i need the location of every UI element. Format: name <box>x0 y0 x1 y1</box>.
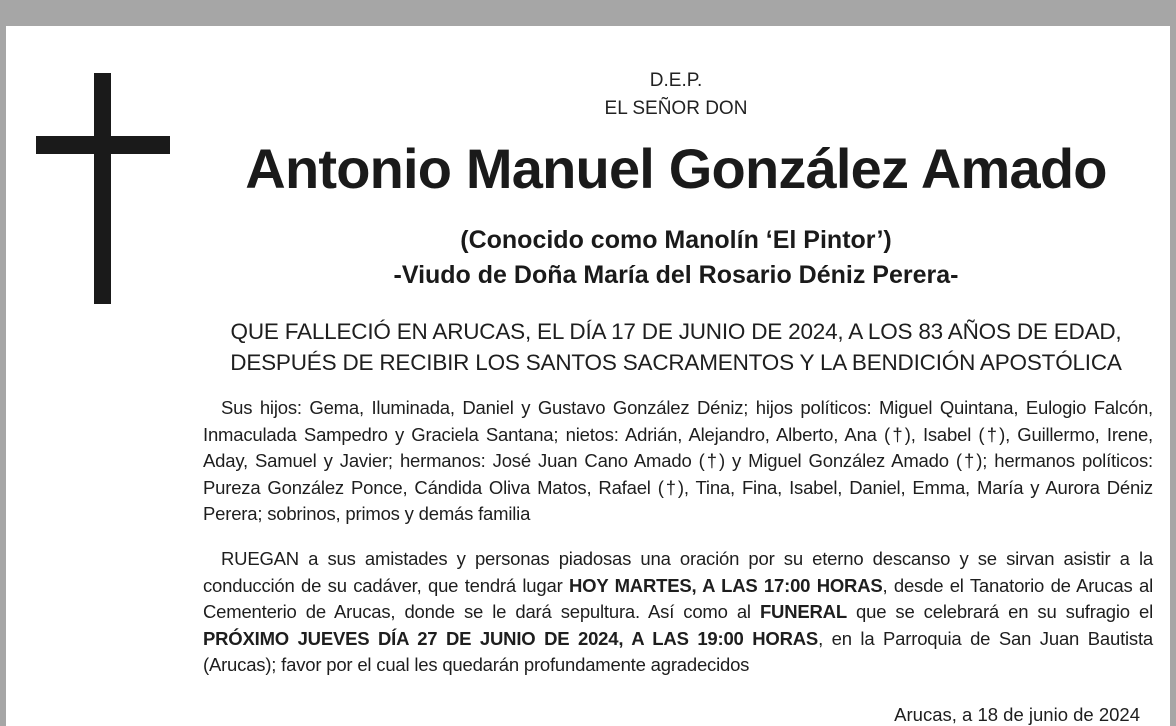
death-statement-line-2: DESPUÉS DE RECIBIR LOS SANTOS SACRAMENTOS Y LA BENDICIÓN APOSTÓLICA <box>230 350 1122 375</box>
cross-icon-bar <box>36 136 170 154</box>
widow-of: -Viudo de Doña María del Rosario Déniz Perera- <box>393 261 959 289</box>
ceremony-text-3: que se celebrará en su sufragio el <box>846 601 1153 622</box>
ceremony-text-4: , en la Parroquia de San Juan Bautista (Arucas); favor por el cual les quedarán profundamente agradecidos <box>203 627 1153 675</box>
ceremony-paragraph <box>203 546 1153 679</box>
known-as: (Conocido como Manolín ‘El Pintor’) <box>460 226 892 254</box>
ceremony-text-2: , desde el Tanatorio de Arucas al Cementerio de Arucas, donde se le dará sepultura. Así como al <box>203 574 1153 622</box>
death-statement <box>186 316 1166 378</box>
death-statement-line-1: QUE FALLECIÓ EN ARUCAS, EL DÍA 17 DE JUNIO DE 2024, A LOS 83 AÑOS DE EDAD, <box>230 319 1122 344</box>
conduction-time: HOY MARTES, A LAS 17:00 HORAS <box>568 574 883 596</box>
cross-icon <box>94 73 111 304</box>
funeral-date: PRÓXIMO JUEVES DÍA 27 DE JUNIO DE 2024, A LAS 19:00 HORAS <box>203 627 819 649</box>
dateline: Arucas, a 18 de junio de 2024 <box>894 704 1140 725</box>
deceased-name: Antonio Manuel González Amado <box>245 137 1107 200</box>
obituary-notice <box>6 26 1170 726</box>
family-paragraph: Sus hijos: Gema, Iluminada, Daniel y Gustavo González Déniz; hijos políticos: Miguel Quintana, Eulogio Falcón, Inmaculada Sampedro y Graciela Santana; nietos: Adrián, Alejandro, Alberto, Ana (†), Isabel (†), Guillermo, Irene, Aday, Samuel y Javier; hermanos: José Juan Cano Amado (†) y Miguel González Amado (†); hermanos políticos: Pureza González Ponce, Cándida Oliva Matos, Rafael (†), Tina, Fina, Isabel, Daniel, Emma, María y Aurora Déniz Perera; sobrinos, primos y demás familia <box>203 397 1153 524</box>
ceremony-text-1: RUEGAN a sus amistades y personas piadosas una oración por su eterno descanso y se sirvan asistir a la conducción de su cadáver, que tendrá lugar <box>203 548 1153 596</box>
funeral-label: FUNERAL <box>759 601 847 622</box>
dep-heading: D.E.P. <box>649 70 703 91</box>
honorific-heading: EL SEÑOR DON <box>604 98 748 119</box>
